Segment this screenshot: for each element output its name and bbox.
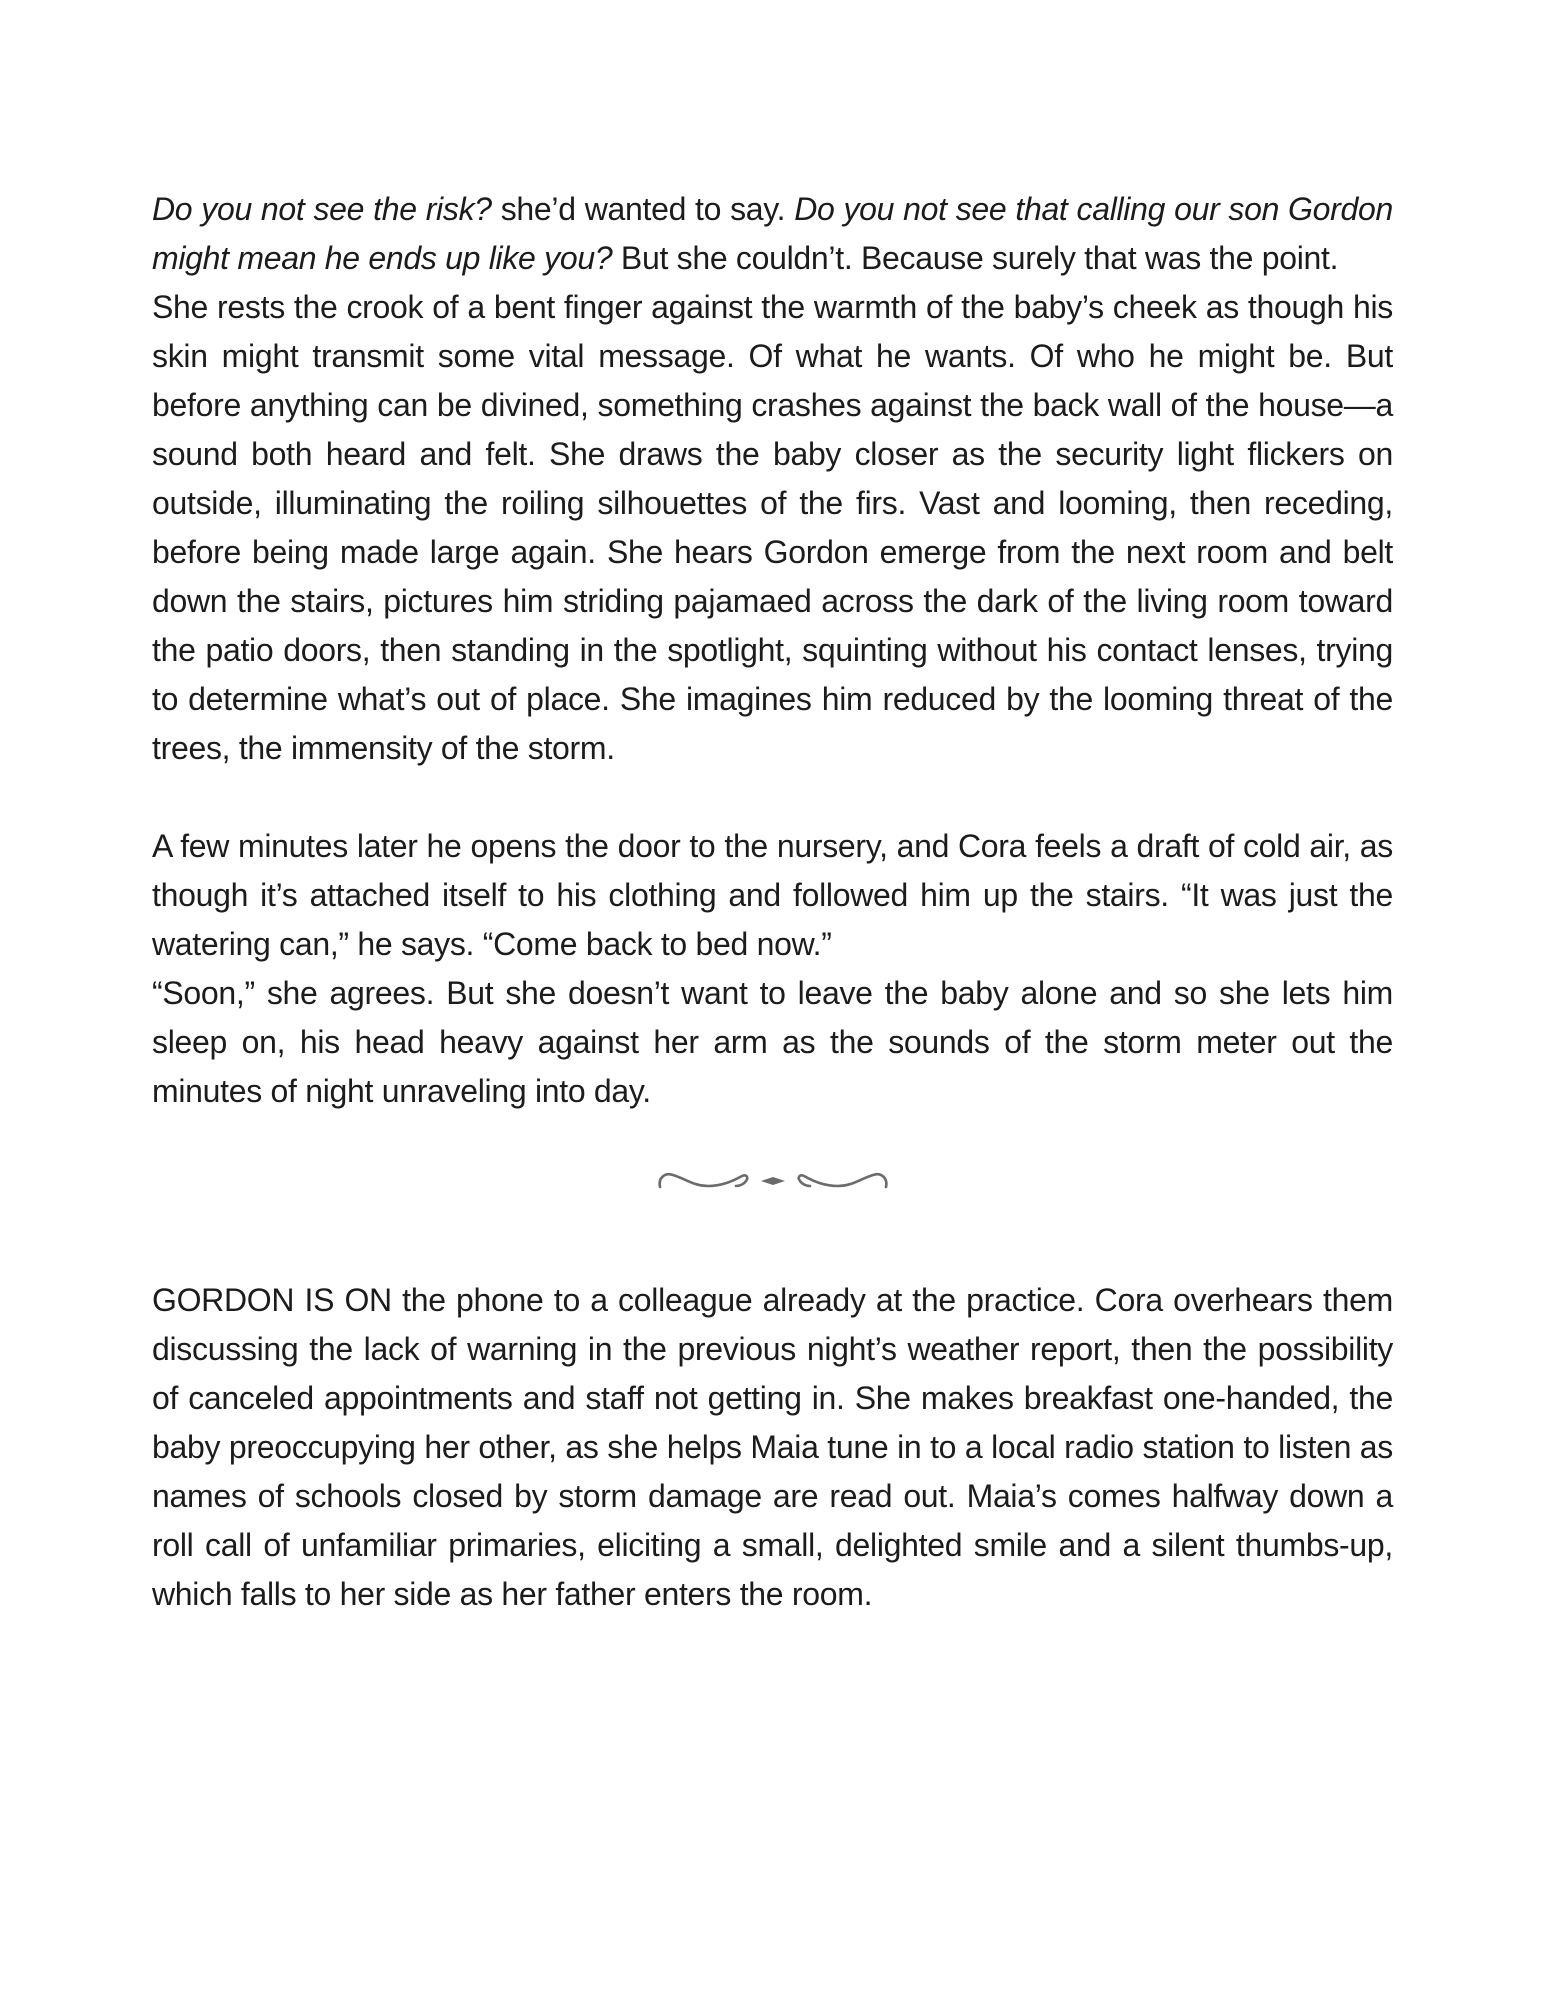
body-text: But she couldn’t. Because surely that was the point. (612, 240, 1339, 276)
text-block-morning (152, 1276, 1393, 1619)
body-text: A few minutes later he opens the door to the nursery, and Cora feels a draft of cold air, as though it’s attached itself to his clothing and followed him up the stairs. “It was just the watering can,” he says. “Come back to bed now.” (152, 828, 1393, 962)
paragraph (152, 1276, 1393, 1619)
flourish-icon (653, 1166, 893, 1196)
text-block-nursery (152, 822, 1393, 1116)
paragraph-gap (152, 773, 1393, 822)
paragraph (152, 822, 1393, 969)
italic-text: Do you not see the risk? (152, 191, 492, 227)
body-text: “Soon,” she agrees. But she doesn’t want to leave the baby alone and so she lets him sleep on, his head heavy against her arm as the sounds of the storm meter out the minutes of night unraveling into day. (152, 975, 1393, 1109)
body-text: she’d wanted to say. (491, 191, 795, 227)
paragraph (152, 185, 1393, 283)
text-block-opening (152, 185, 1393, 773)
body-text: GORDON IS ON the phone to a colleague already at the practice. Cora overhears them discussing the lack of warning in the previous night’s weather report, then the possibility of canceled appointments and staff not getting in. She makes breakfast one-handed, the baby preoccupying her other, as she helps Maia tune in to a local radio station to listen as names of schools closed by storm damage are read out. Maia’s comes halfway down a roll call of unfamiliar primaries, eliciting a small, delighted smile and a silent thumbs-up, which falls to her side as her father enters the room. (152, 1282, 1393, 1612)
body-text: She rests the crook of a bent finger against the warmth of the baby’s cheek as though his skin might transmit some vital message. Of what he wants. Of who he might be. But before anything can be divined, something crashes against the back wall of the house—a sound both heard and felt. She draws the baby closer as the security light flickers on outside, illuminating the roiling silhouettes of the firs. Vast and looming, then receding, before being made large again. She hears Gordon emerge from the next room and belt down the stairs, pictures him striding pajamaed across the dark of the living room toward the patio doors, then standing in the spotlight, squinting without his contact lenses, trying to determine what’s out of place. She imagines him reduced by the looming threat of the trees, the immensity of the storm. (152, 289, 1393, 766)
paragraph (152, 283, 1393, 773)
italic-text: Do you not see that calling our son Gordon might mean he ends up like you? (152, 191, 1393, 276)
paragraph (152, 969, 1393, 1116)
section-divider (152, 1166, 1393, 1196)
